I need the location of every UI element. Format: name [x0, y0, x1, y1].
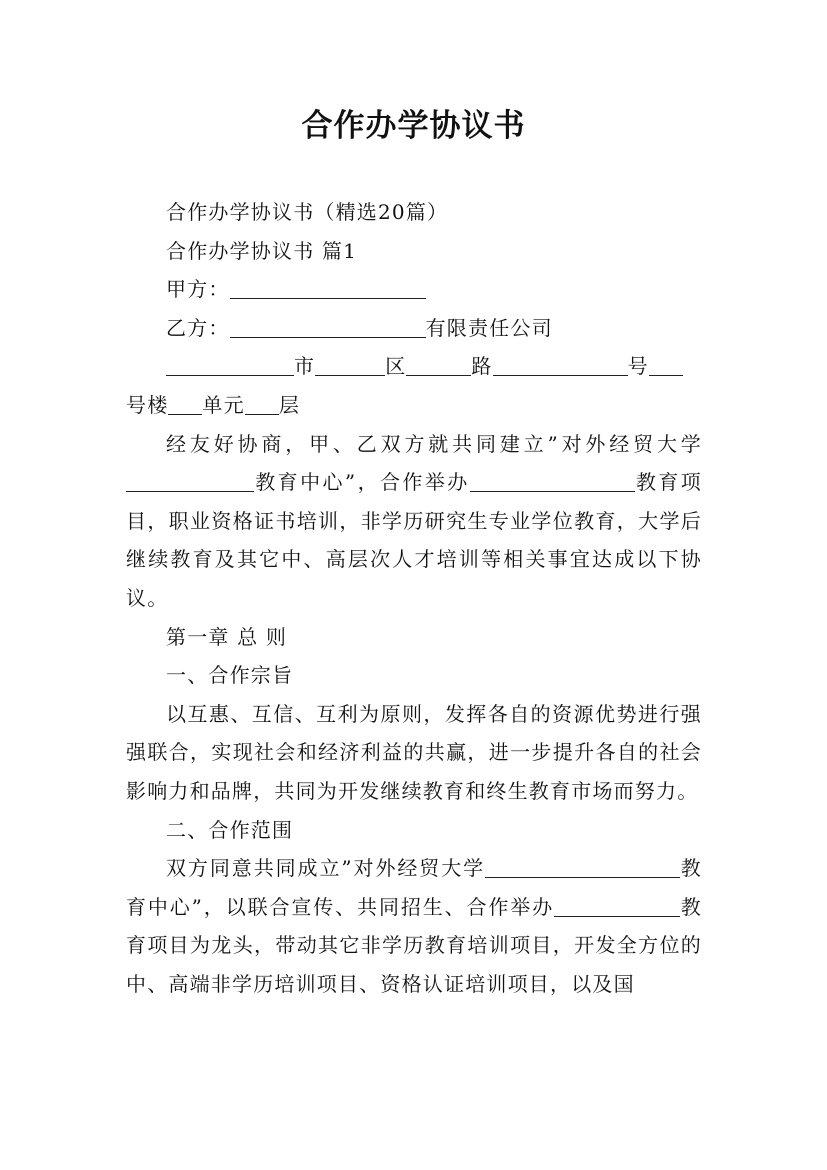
- address-floor: 层: [278, 392, 301, 417]
- item-1-paragraph: 以互惠、互信、互利为原则，发挥各自的资源优势进行强强联合，实现社会和经济利益的共赢，进一步提升各自的社会影响力和品牌，共同为开发继续教育和终生教育市场而努力。: [126, 701, 702, 803]
- number2-blank: [649, 353, 683, 376]
- item-2-heading: 二、合作范围: [166, 817, 294, 842]
- item-2-blank-2: [554, 894, 680, 917]
- address-line: [126, 347, 702, 424]
- address-city: 市: [294, 354, 316, 379]
- subtitle: 合作办学协议书（精选20篇）: [166, 200, 449, 224]
- party-b-line: [126, 309, 702, 348]
- intro-blank-1: [126, 469, 254, 492]
- building-blank: [168, 392, 202, 415]
- intro-paragraph: [126, 425, 702, 618]
- document-title: 合作办学协议书: [301, 108, 526, 144]
- party-b-blank: [230, 315, 426, 338]
- address-unit: 单元: [202, 392, 245, 417]
- chapter-heading: 第一章 总 则: [166, 624, 288, 649]
- unit-blank: [245, 392, 279, 415]
- party-b-suffix: 有限责任公司: [425, 315, 553, 340]
- address-number: 号: [627, 354, 649, 379]
- number-blank: [493, 353, 628, 376]
- intro-blank-2: [470, 469, 635, 492]
- intro-part3: 教育项目，职业资格证书培训，非学历研究生专业学位教育，大学后继续教育及其它中、高层次人才培训等相关事宜达成以下协议。: [126, 470, 702, 610]
- road-blank: [406, 353, 471, 376]
- item-2-part3: 教育项目为龙头，带动其它非学历教育培训项目，开发全方位的中、高端非学历培训项目、资格认证培训项目，以及国: [126, 894, 702, 996]
- document-body: [126, 193, 702, 1003]
- party-a-label: 甲方：: [166, 277, 230, 302]
- section-heading: 合作办学协议书 篇1: [166, 238, 358, 263]
- district-blank: [315, 353, 385, 376]
- intro-part1: 经友好协商，甲、乙双方就共同建立”对外经贸大学: [166, 431, 702, 456]
- party-a-blank: [230, 276, 426, 299]
- address-district: 区: [385, 354, 407, 379]
- item-2-part2: 教育中心”，以联合宣传、共同招生、合作举办: [126, 856, 703, 919]
- city-blank: [166, 353, 294, 376]
- party-b-label: 乙方：: [166, 315, 230, 340]
- item-1-heading: 一、合作宗旨: [166, 663, 294, 688]
- address-road: 路: [471, 354, 493, 379]
- address-building: 号楼: [126, 392, 169, 417]
- item-2-paragraph: [126, 849, 702, 1003]
- item-2-blank-1: [485, 855, 680, 878]
- party-a-line: [126, 270, 702, 309]
- item-2-part1: 双方同意共同成立”对外经贸大学: [166, 856, 486, 881]
- intro-part2: 教育中心”，合作举办: [254, 470, 470, 495]
